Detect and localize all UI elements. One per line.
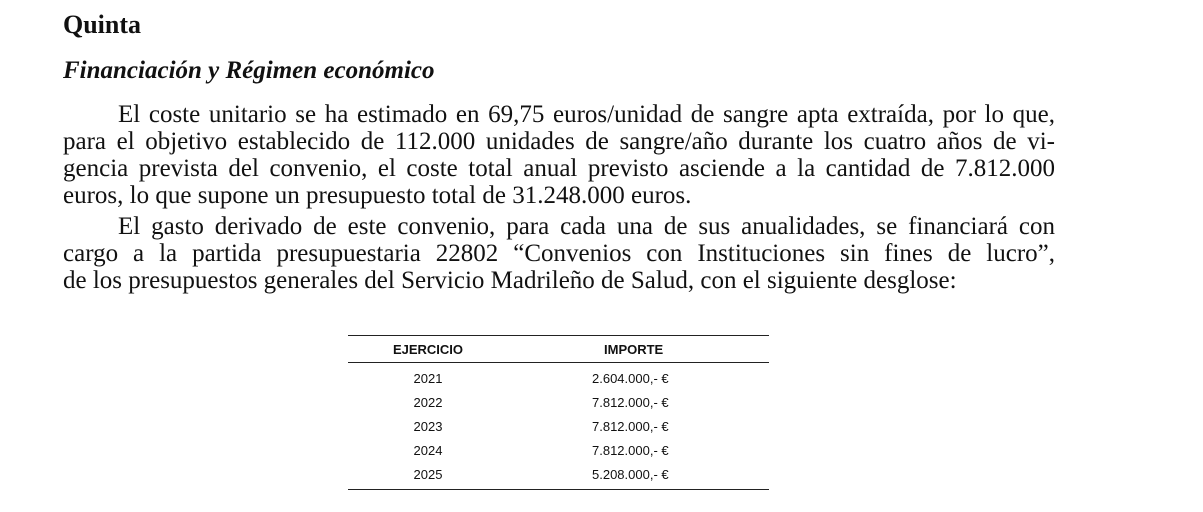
amount-cell [508,462,769,490]
amount-cell [508,390,769,414]
paragraph-line: El gasto derivado de este convenio, para cada una de sus anualidades, se financiará con [118,213,1055,240]
amount-value: 7.812.000,- € [592,394,669,410]
amount-value: 7.812.000,- € [592,418,669,434]
table-row [348,390,769,414]
table-row [348,414,769,438]
table-row [348,363,769,391]
year-cell: 2021 [413,370,443,386]
year-cell: 2022 [413,394,443,410]
header-ejercicio: EJERCICIO [348,336,508,363]
paragraph-line: de los presupuestos generales del Servicio Madrileño de Salud, con el siguiente desglose: [63,267,957,294]
amount-value: 5.208.000,- € [592,466,669,482]
amount-value: 2.604.000,- € [592,370,669,386]
paragraph-line: para el objetivo establecido de 112.000 unidades de sangre/año durante los cuatro años de vi- [63,128,1055,155]
paragraph-line: El coste unitario se ha estimado en 69,75 euros/unidad de sangre apta extraída, por lo que, [118,101,1055,128]
table-row [348,462,769,490]
paragraph-line: euros, lo que supone un presupuesto total de 31.248.000 euros. [63,182,692,209]
section-subtitle: Financiación y Régimen económico [63,57,435,84]
budget-breakdown-table [348,335,769,490]
header-importe-label: IMPORTE [604,341,664,357]
table-row [348,438,769,462]
amount-value: 7.812.000,- € [592,442,669,458]
year-cell: 2024 [413,442,443,458]
amount-cell [508,363,769,391]
year-cell: 2025 [413,466,443,482]
header-importe [508,336,769,363]
amount-cell [508,414,769,438]
year-cell: 2023 [413,418,443,434]
amount-cell [508,438,769,462]
paragraph-line: gencia prevista del convenio, el coste total anual previsto asciende a la cantidad de 7.812.000 [63,155,1055,182]
table-header-row [348,336,769,363]
paragraph-line: cargo a la partida presupuestaria 22802 “Convenios con Instituciones sin fines de lucro”, [63,240,1055,267]
section-title: Quinta [63,10,142,39]
